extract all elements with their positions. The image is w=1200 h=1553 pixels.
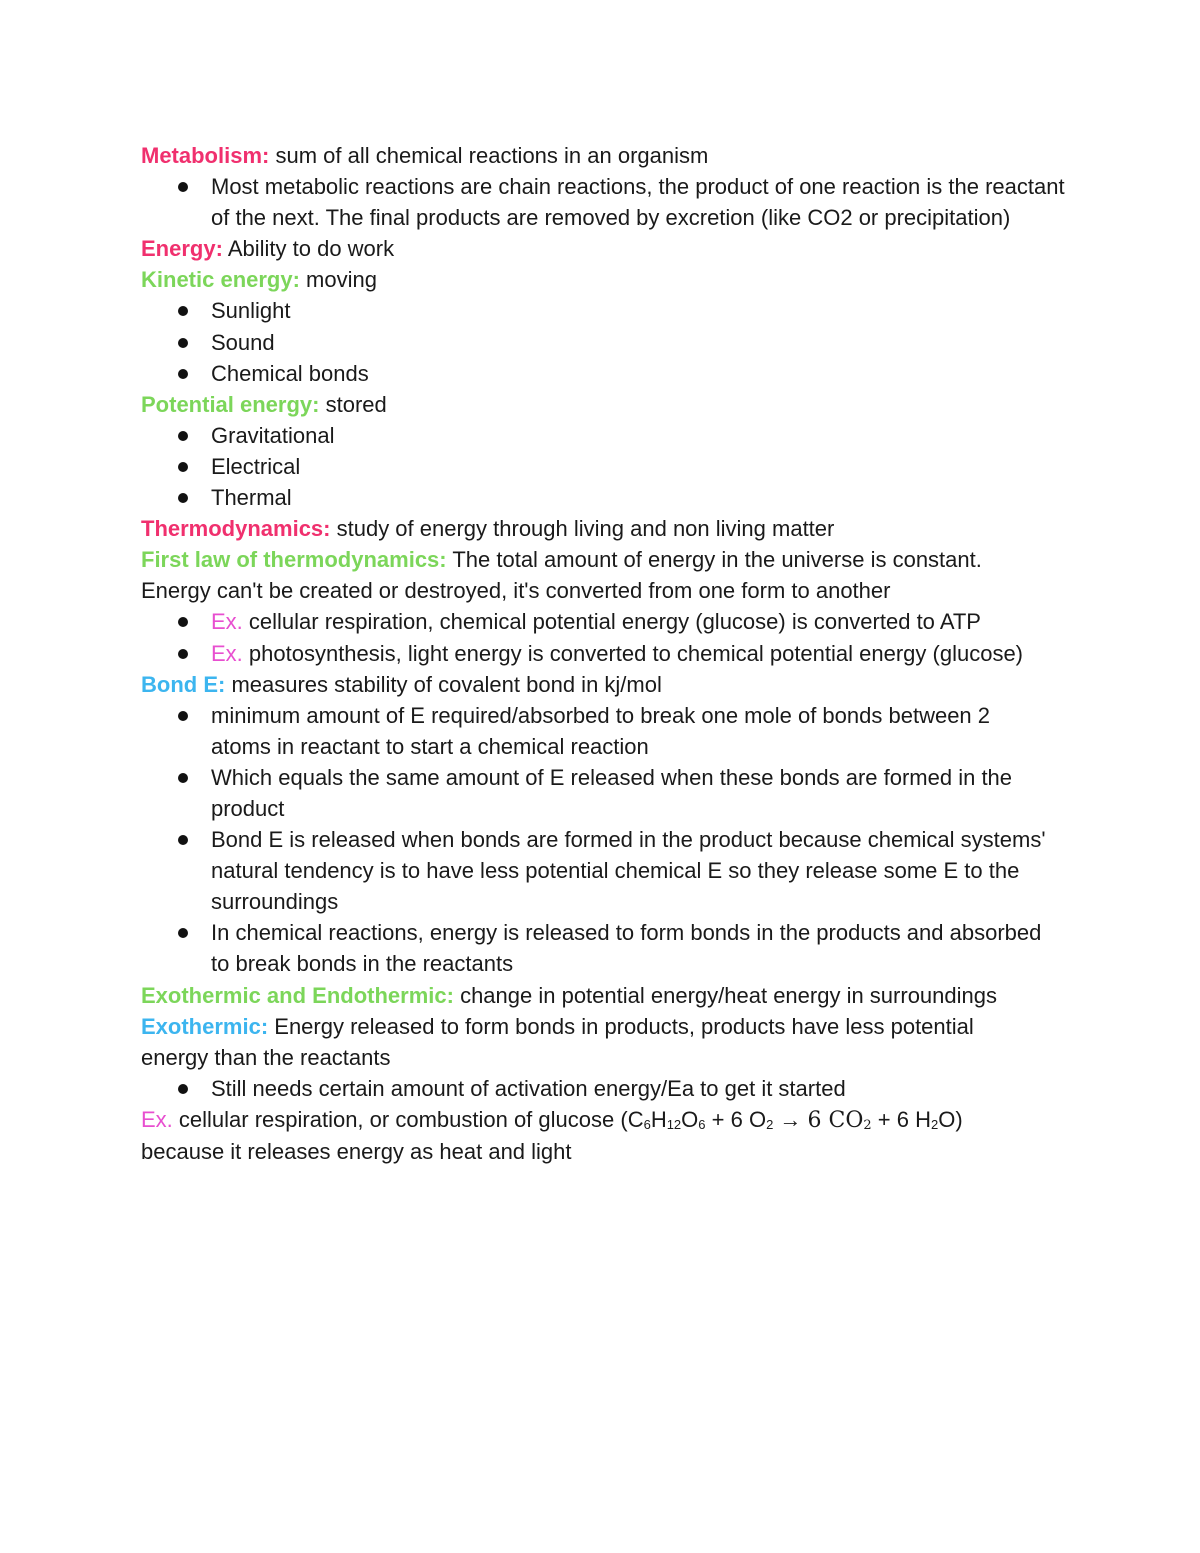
exo-endo-def: change in potential energy/heat energy in surroundings bbox=[453, 982, 997, 1008]
thermodynamics-term: Thermodynamics: bbox=[141, 516, 331, 542]
combustion-example-continued: because it releases energy as heat and light bbox=[141, 1139, 572, 1164]
bond-e-bullets bbox=[141, 700, 1056, 980]
example-text: cellular respiration, chemical potential energy (glucose) is converted to ATP bbox=[242, 609, 981, 635]
kinetic-definition bbox=[141, 264, 1071, 295]
example-text: cellular respiration, or combustion of glucose ( bbox=[172, 1106, 628, 1132]
list-item: minimum amount of E required/absorbed to break one mole of bonds between 2 atoms in reactant to start a chemical reaction bbox=[211, 700, 1056, 762]
example-text: photosynthesis, light energy is converted to chemical potential energy (glucose) bbox=[242, 640, 1024, 666]
potential-term: Potential energy: bbox=[141, 391, 320, 417]
list-item bbox=[211, 638, 1071, 669]
arrow-icon: → bbox=[773, 1106, 808, 1132]
kinetic-bullets bbox=[141, 295, 1071, 388]
first-law-term: First law of thermodynamics: bbox=[141, 547, 447, 573]
thermodynamics-definition bbox=[141, 513, 1071, 544]
combustion-example bbox=[141, 1104, 1071, 1136]
first-law-examples bbox=[141, 606, 1071, 668]
first-law-definition bbox=[141, 544, 1051, 606]
exothermic-term: Exothermic: bbox=[141, 1013, 269, 1039]
list-item: Electrical bbox=[211, 451, 1071, 482]
glucose-equation: $C_6H_{12}O_6 + 6$ $O_2 \to 6$ $CO_2 + 6$ $H_2O$) bbox=[627, 1106, 963, 1133]
kinetic-term: Kinetic energy: bbox=[141, 267, 300, 293]
exothermic-def: Energy released to form bonds in products, products have less potential energy than the reactants bbox=[141, 1013, 974, 1070]
example-label: Ex. bbox=[211, 609, 243, 635]
metabolism-term: Metabolism: bbox=[141, 143, 270, 168]
metabolism-definition bbox=[141, 140, 1071, 171]
energy-term: Energy: bbox=[141, 236, 223, 262]
example-label: Ex. bbox=[211, 640, 243, 666]
metabolism-def: sum of all chemical reactions in an organism bbox=[269, 143, 709, 168]
list-item: In chemical reactions, energy is released to form bonds in the products and absorbed to break bonds in the reactants bbox=[211, 917, 1056, 979]
thermodynamics-def: study of energy through living and non living matter bbox=[330, 516, 835, 542]
example-label: Ex. bbox=[141, 1106, 173, 1132]
exo-endo-definition bbox=[141, 980, 1071, 1011]
bond-e-def: measures stability of covalent bond in kj/mol bbox=[225, 671, 662, 697]
potential-bullets bbox=[141, 420, 1071, 513]
bond-e-term: Bond E: bbox=[141, 671, 226, 697]
exo-endo-term: Exothermic and Endothermic: bbox=[141, 982, 454, 1008]
potential-def: stored bbox=[319, 391, 387, 417]
list-item: Sound bbox=[211, 327, 1071, 358]
list-item bbox=[211, 606, 1071, 637]
list-item: Still needs certain amount of activation energy/Ea to get it started bbox=[211, 1073, 1071, 1104]
list-item: Sunlight bbox=[211, 295, 1071, 326]
energy-definition bbox=[141, 233, 1071, 264]
bond-e-definition bbox=[141, 669, 1071, 700]
list-item: Which equals the same amount of E released when these bonds are formed in the product bbox=[211, 762, 1056, 824]
list-item: Gravitational bbox=[211, 420, 1071, 451]
first-law-def: The total amount of energy in the universe is constant. Energy can't be created or destroyed, it's converted from one form to another bbox=[141, 547, 982, 604]
energy-def: Ability to do work bbox=[222, 236, 395, 262]
kinetic-def: moving bbox=[299, 267, 377, 293]
list-item: Bond E is released when bonds are formed in the product because chemical systems' natural tendency is to have less potential chemical E so they release some E to the surroundings bbox=[211, 824, 1056, 917]
list-item: Thermal bbox=[211, 482, 1071, 513]
exothermic-bullets bbox=[141, 1073, 1071, 1104]
exothermic-definition bbox=[141, 1011, 1041, 1073]
potential-definition bbox=[141, 389, 1071, 420]
notes-body bbox=[141, 140, 1071, 1167]
list-item: Chemical bonds bbox=[211, 358, 1071, 389]
list-item: Most metabolic reactions are chain reactions, the product of one reaction is the reactant of the next. The final products are removed by excretion (like CO2 or precipitation) bbox=[211, 171, 1071, 233]
metabolism-bullets bbox=[141, 171, 1071, 233]
